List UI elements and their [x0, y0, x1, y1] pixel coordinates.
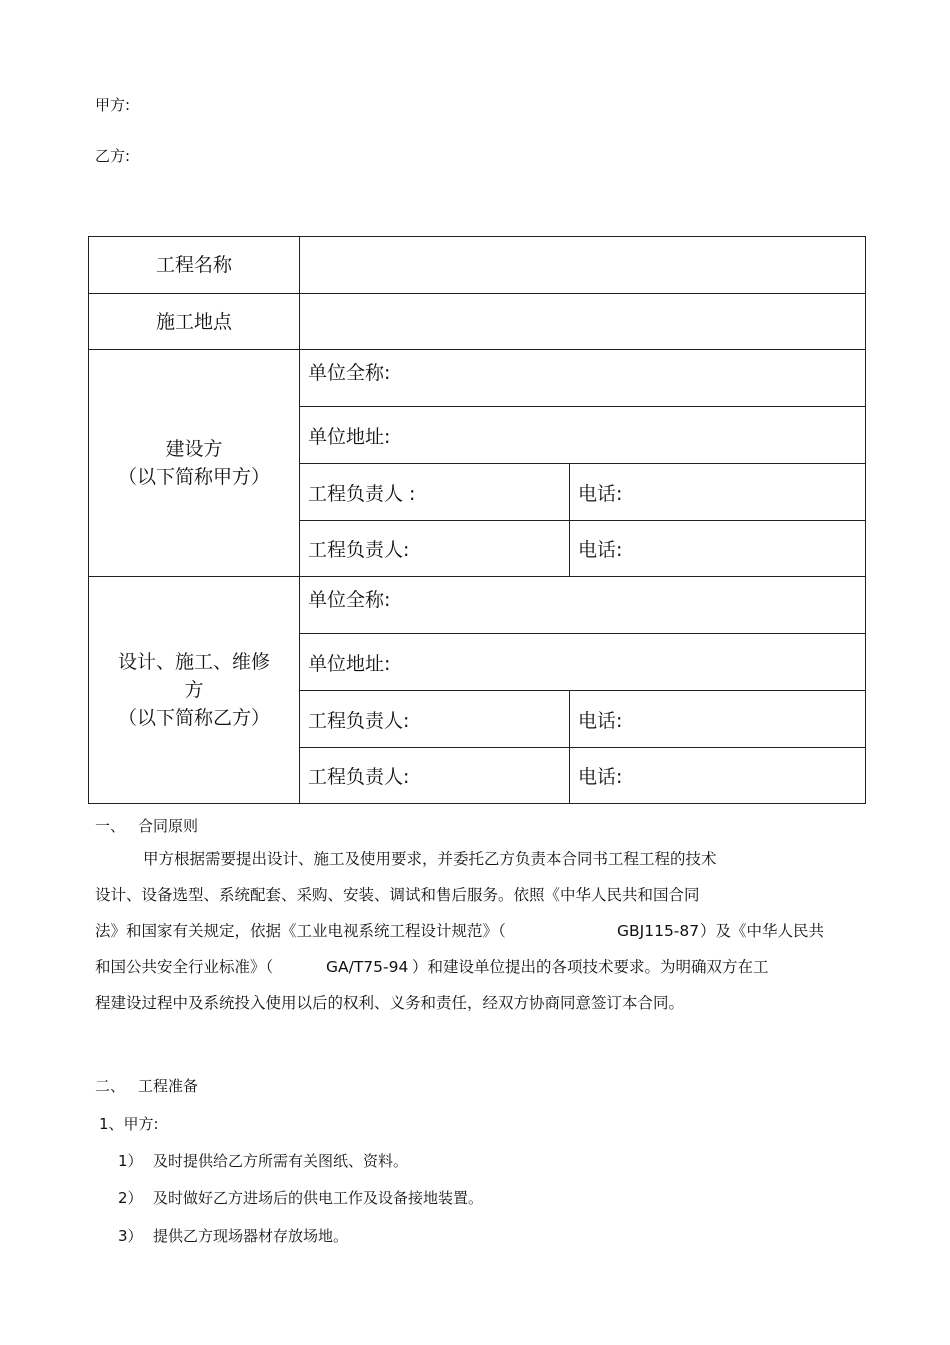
contractor-unit-name[interactable]: 单位全称:: [300, 577, 866, 634]
builder-label: [89, 350, 300, 577]
section2-title: 工程准备: [138, 1077, 199, 1095]
section1-line-2: 设计、设备选型、系统配套、采购、安装、调试和售后服务。依照《中华人民共和国合同: [95, 886, 700, 904]
section1-line-4: 和国公共安全行业标准》（: [95, 958, 274, 976]
project-name-label: 工程名称: [89, 237, 300, 294]
contractor-label-line3: （以下简称乙方）: [117, 707, 270, 729]
item-3-number: 3）: [118, 1227, 143, 1245]
project-name-value[interactable]: [300, 237, 866, 294]
builder-phone-2[interactable]: 电话:: [570, 521, 866, 577]
builder-manager-2[interactable]: 工程负责人:: [300, 521, 570, 577]
contractor-label-line1: 设计、施工、维修: [117, 651, 270, 673]
contractor-manager-2[interactable]: 工程负责人:: [300, 748, 570, 804]
builder-manager-1[interactable]: 工程负责人 :: [300, 464, 570, 521]
party-b-label: 乙方:: [95, 147, 131, 165]
builder-unit-name[interactable]: 单位全称:: [300, 350, 866, 407]
section2-number: 二、: [95, 1077, 126, 1095]
item-3-text: 提供乙方现场器材存放场地。: [153, 1227, 349, 1245]
item-1-text: 及时提供给乙方所需有关图纸、资料。: [153, 1152, 409, 1170]
section1-line-5: 程建设过程中及系统投入使用以后的权利、义务和责任，经双方协商同意签订本合同。: [95, 994, 685, 1012]
section1-line-3: 法》和国家有关规定，依据《工业电视系统工程设计规范》（: [95, 922, 506, 940]
section1-line-1: 甲方根据需要提出设计、施工及使用要求，并委托乙方负责本合同书工程工程的技术: [143, 850, 717, 868]
site-label: 施工地点: [89, 294, 300, 350]
contractor-phone-1[interactable]: 电话:: [570, 691, 866, 748]
section1-line-3b: ）及《中华人民共: [700, 922, 825, 940]
site-value[interactable]: [300, 294, 866, 350]
contractor-unit-address[interactable]: 单位地址:: [300, 634, 866, 691]
contractor-label-line2: 方: [184, 679, 204, 701]
builder-unit-address[interactable]: 单位地址:: [300, 407, 866, 464]
contractor-phone-2[interactable]: 电话:: [570, 748, 866, 804]
section1-code-gbj: GBJ115-87: [617, 922, 700, 940]
builder-label-line2: （以下简称甲方）: [117, 466, 270, 488]
builder-phone-1[interactable]: 电话:: [570, 464, 866, 521]
section1-line-4b: ）和建设单位提出的各项技术要求。为明确双方在工: [412, 958, 769, 976]
section2-subheading: 1、甲方:: [99, 1115, 159, 1133]
item-1-number: 1）: [118, 1152, 143, 1170]
builder-label-line1: 建设方: [165, 438, 223, 460]
contract-info-table: [88, 236, 866, 804]
section1-number: 一、: [95, 817, 126, 835]
contractor-label: [89, 577, 300, 804]
item-2-number: 2）: [118, 1189, 143, 1207]
party-a-label: 甲方:: [95, 96, 131, 114]
contractor-manager-1[interactable]: 工程负责人:: [300, 691, 570, 748]
section1-code-ga: GA/T75-94: [326, 958, 409, 976]
item-2-text: 及时做好乙方进场后的供电工作及设备接地装置。: [153, 1189, 484, 1207]
section1-title: 合同原则: [138, 817, 199, 835]
